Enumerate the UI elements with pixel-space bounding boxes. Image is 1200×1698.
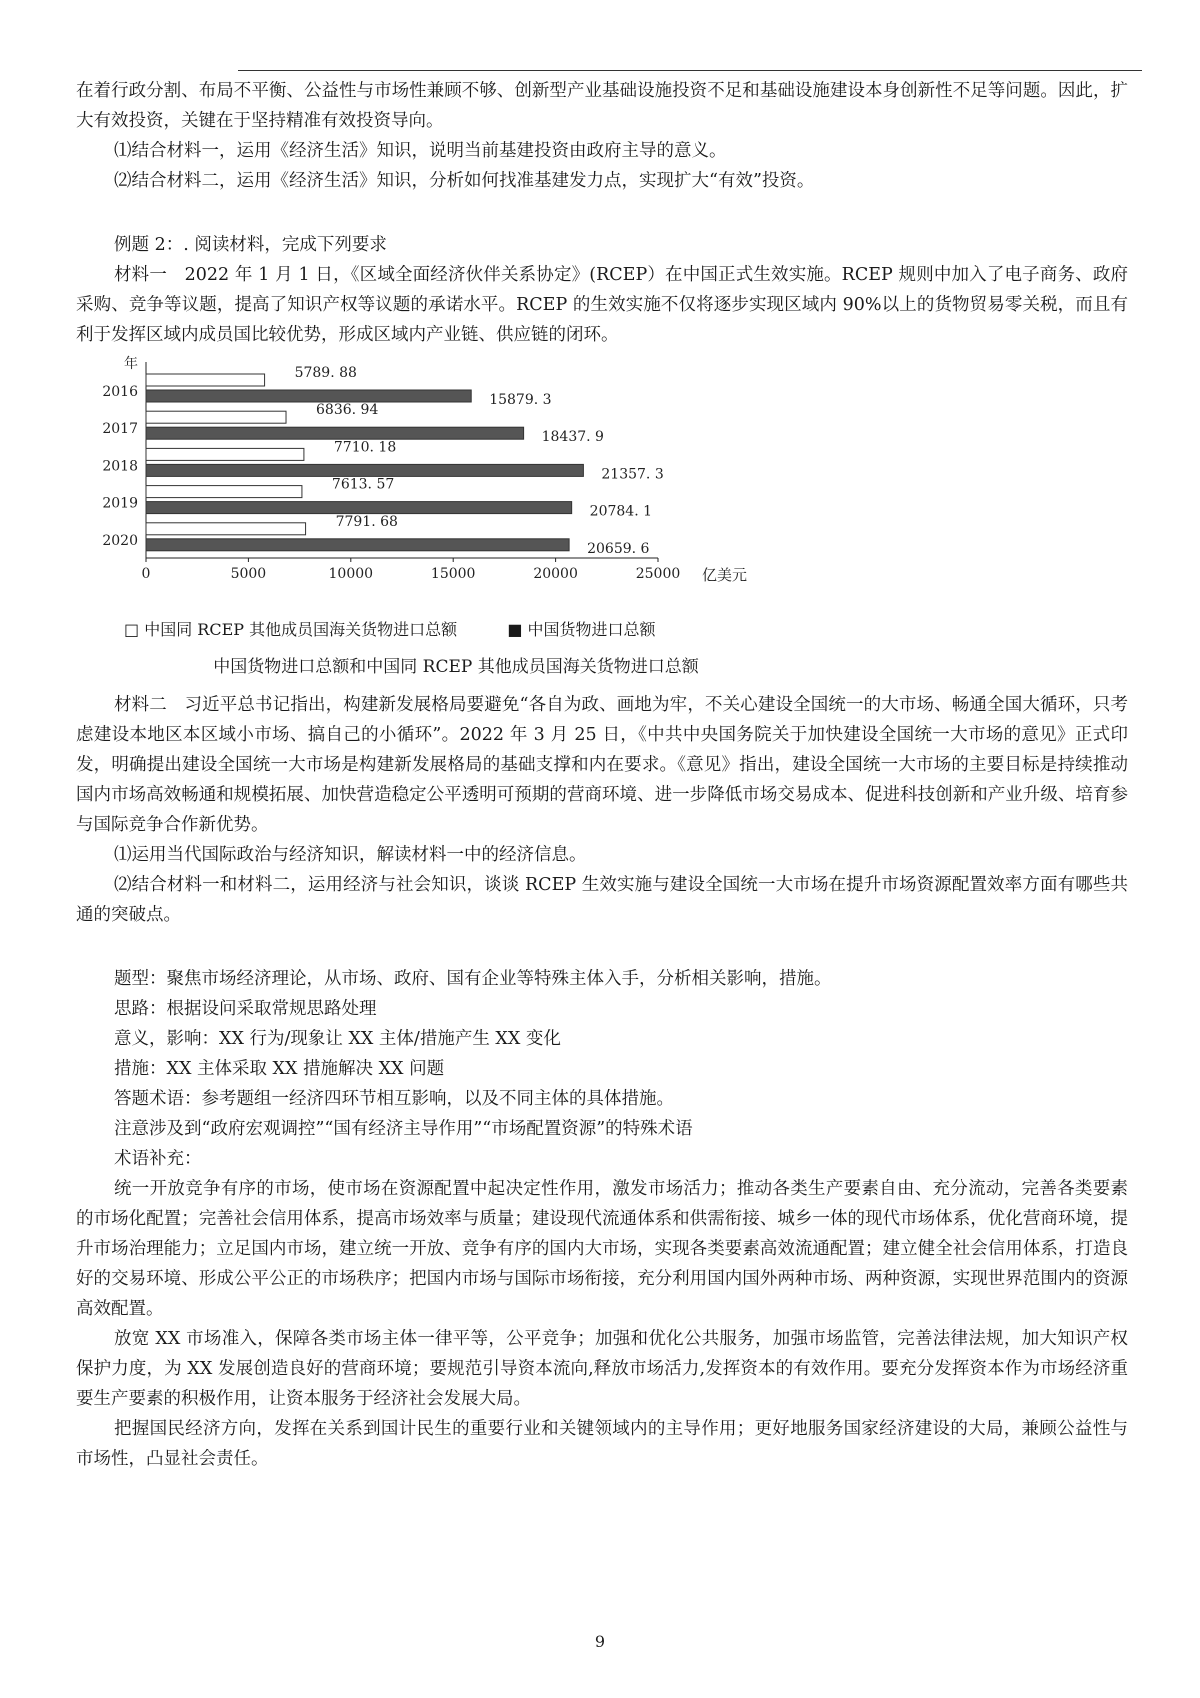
bar-total bbox=[146, 390, 471, 402]
bar-total bbox=[146, 539, 569, 551]
data-label: 7791. 68 bbox=[335, 513, 398, 530]
data-label: 5789. 88 bbox=[294, 365, 357, 381]
intro-paragraph: 在着行政分割、布局不平衡、公益性与市场性兼顾不够、创新型产业基础设施投资不足和基础设施建设本身创新性不足等问题。因此，扩大有效投资，关键在于坚持精准有效投资导向。 bbox=[76, 81, 1128, 131]
bar-rcep bbox=[146, 486, 302, 498]
import-bar-chart bbox=[76, 350, 1128, 690]
chart-canvas bbox=[76, 350, 836, 650]
chart-title: 中国货物进口总额和中国同 RCEP 其他成员国海关货物进口总额 bbox=[213, 657, 699, 677]
legend-item-rcep: □ 中国同 RCEP 其他成员国海关货物进口总额 bbox=[124, 620, 458, 639]
summary-approach: 思路：根据设问采取常规思路处理 bbox=[114, 999, 377, 1019]
summary-meaning: 意义，影响：XX 行为/现象让 XX 主体/措施产生 XX 变化 bbox=[114, 1029, 561, 1049]
x-axis-label: 亿美元 bbox=[702, 566, 748, 584]
y-axis-label: 年 bbox=[124, 356, 138, 372]
category-label: 2019 bbox=[102, 495, 138, 512]
data-label: 7613. 57 bbox=[331, 476, 395, 493]
data-label: 7710. 18 bbox=[333, 439, 397, 456]
question-ex-1: ⑴运用当代国际政治与经济知识，解读材料一中的经济信息。 bbox=[114, 845, 587, 865]
data-label: 20784. 1 bbox=[589, 503, 653, 520]
question-1: ⑴结合材料一，运用《经济生活》知识，说明当前基建投资由政府主导的意义。 bbox=[114, 141, 727, 161]
bar-total bbox=[146, 502, 572, 514]
x-tick-label: 5000 bbox=[230, 566, 267, 582]
summary-supplement: 术语补充： bbox=[114, 1149, 202, 1169]
supplement-paragraph-1: 统一开放竞争有序的市场，使市场在资源配置中起决定性作用，激发市场活力；推动各类生产要素自由、充分流动，完善各类要素的市场化配置；完善社会信用体系，提高市场效率与质量；建设现代流通体系和供需衔接、城乡一体的现代市场体系，优化营商环境，提升市场治理能力；立足国内市场，建立统一开放、竞争有序的国内大市场，实现各类要素高效流通配置；建立健全社会信用体系，打造良好的交易环境、形成公平公正的市场秩序；把国内市场与国际市场衔接，充分利用国内国外两种市场、两种资源，实现世界范围内的资源高效配置。 bbox=[76, 1179, 1128, 1319]
summary-terms: 答题术语：参考题组一经济四环节相互影响，以及不同主体的具体措施。 bbox=[114, 1089, 674, 1109]
header-rule bbox=[238, 70, 1142, 71]
bar-total bbox=[146, 427, 524, 439]
x-tick-label: 0 bbox=[141, 566, 151, 582]
x-tick-label: 25000 bbox=[635, 566, 681, 582]
bar-rcep bbox=[146, 448, 304, 460]
summary-measures: 措施：XX 主体采取 XX 措施解决 XX 问题 bbox=[114, 1059, 445, 1079]
bar-total bbox=[146, 464, 583, 476]
chart-legend bbox=[124, 618, 656, 642]
data-label: 21357. 3 bbox=[601, 466, 664, 483]
question-2: ⑵结合材料二，运用《经济生活》知识，分析如何找准基建发力点，实现扩大“有效”投资。 bbox=[114, 171, 815, 191]
bar-rcep bbox=[146, 374, 265, 386]
category-label: 2020 bbox=[102, 532, 138, 549]
bar-rcep bbox=[146, 523, 306, 535]
summary-note: 注意涉及到“政府宏观调控”“国有经济主导作用”“市场配置资源”的特殊术语 bbox=[114, 1119, 693, 1139]
category-label: 2017 bbox=[102, 421, 138, 438]
data-label: 6836. 94 bbox=[316, 402, 379, 419]
supplement-paragraph-2: 放宽 XX 市场准入，保障各类市场主体一律平等，公平竞争；加强和优化公共服务，加强市场监管，完善法律法规，加大知识产权保护力度，为 XX 发展创造良好的营商环境；要规范引导资本流向,释放市场活力,发挥资本的有效作用。要充分发挥资本作为市场经济重要生产要素的积极作用，让资本服务于经济社会发展大局。 bbox=[76, 1329, 1128, 1409]
page-number: 9 bbox=[594, 1632, 606, 1651]
example-heading: 例题 2：. 阅读材料，完成下列要求 bbox=[114, 235, 387, 255]
material-2: 材料二 习近平总书记指出，构建新发展格局要避免“各自为政、画地为牢，不关心建设全国统一的大市场、畅通全国大循环，只考虑建设本地区本区域小市场、搞自己的小循环”。2022 年 3 月 25 日，《中共中央国务院关于加快建设全国统一大市场的意见》正式印发，明确提出建设全国统一大市场是构建新发展格局的基础支撑和内在要求。《意见》指出，建设全国统一大市场的主要目标是持续推动国内市场高效畅通和规模拓展、加快营造稳定公平透明可预期的营商环境、进一步降低市场交易成本、促进科技创新和产业升级、培育参与国际竞争合作新优势。 bbox=[76, 695, 1128, 835]
category-label: 2016 bbox=[102, 384, 138, 400]
question-ex-2: ⑵结合材料一和材料二，运用经济与社会知识，谈谈 RCEP 生效实施与建设全国统一大市场在提升市场资源配置效率方面有哪些共通的突破点。 bbox=[76, 875, 1128, 925]
data-label: 18437. 9 bbox=[541, 429, 604, 446]
x-tick-label: 10000 bbox=[328, 566, 374, 582]
supplement-paragraph-3: 把握国民经济方向，发挥在关系到国计民生的重要行业和关键领域内的主导作用；更好地服务国家经济建设的大局，兼顾公益性与市场性，凸显社会责任。 bbox=[76, 1419, 1128, 1469]
x-tick-label: 20000 bbox=[533, 566, 578, 582]
page-content bbox=[76, 76, 1128, 1474]
material-1: 材料一 2022 年 1 月 1 日，《区域全面经济伙伴关系协定》(RCEP）在中国正式生效实施。RCEP 规则中加入了电子商务、政府采购、竞争等议题，提高了知识产权等议题的承诺水平。RCEP 的生效实施不仅将逐步实现区域内 90%以上的货物贸易零关税，而且有利于发挥区域内成员国比较优势，形成区域内产业链、供应链的闭环。 bbox=[76, 265, 1128, 345]
category-label: 2018 bbox=[102, 458, 138, 475]
bar-rcep bbox=[146, 411, 286, 423]
legend-item-total: ■ 中国货物进口总额 bbox=[507, 620, 656, 639]
summary-type: 题型：聚焦市场经济理论，从市场、政府、国有企业等特殊主体入手，分析相关影响，措施。 bbox=[114, 969, 832, 989]
data-label: 15879. 3 bbox=[489, 392, 552, 408]
x-tick-label: 15000 bbox=[430, 566, 476, 582]
data-label: 20659. 6 bbox=[587, 540, 650, 557]
